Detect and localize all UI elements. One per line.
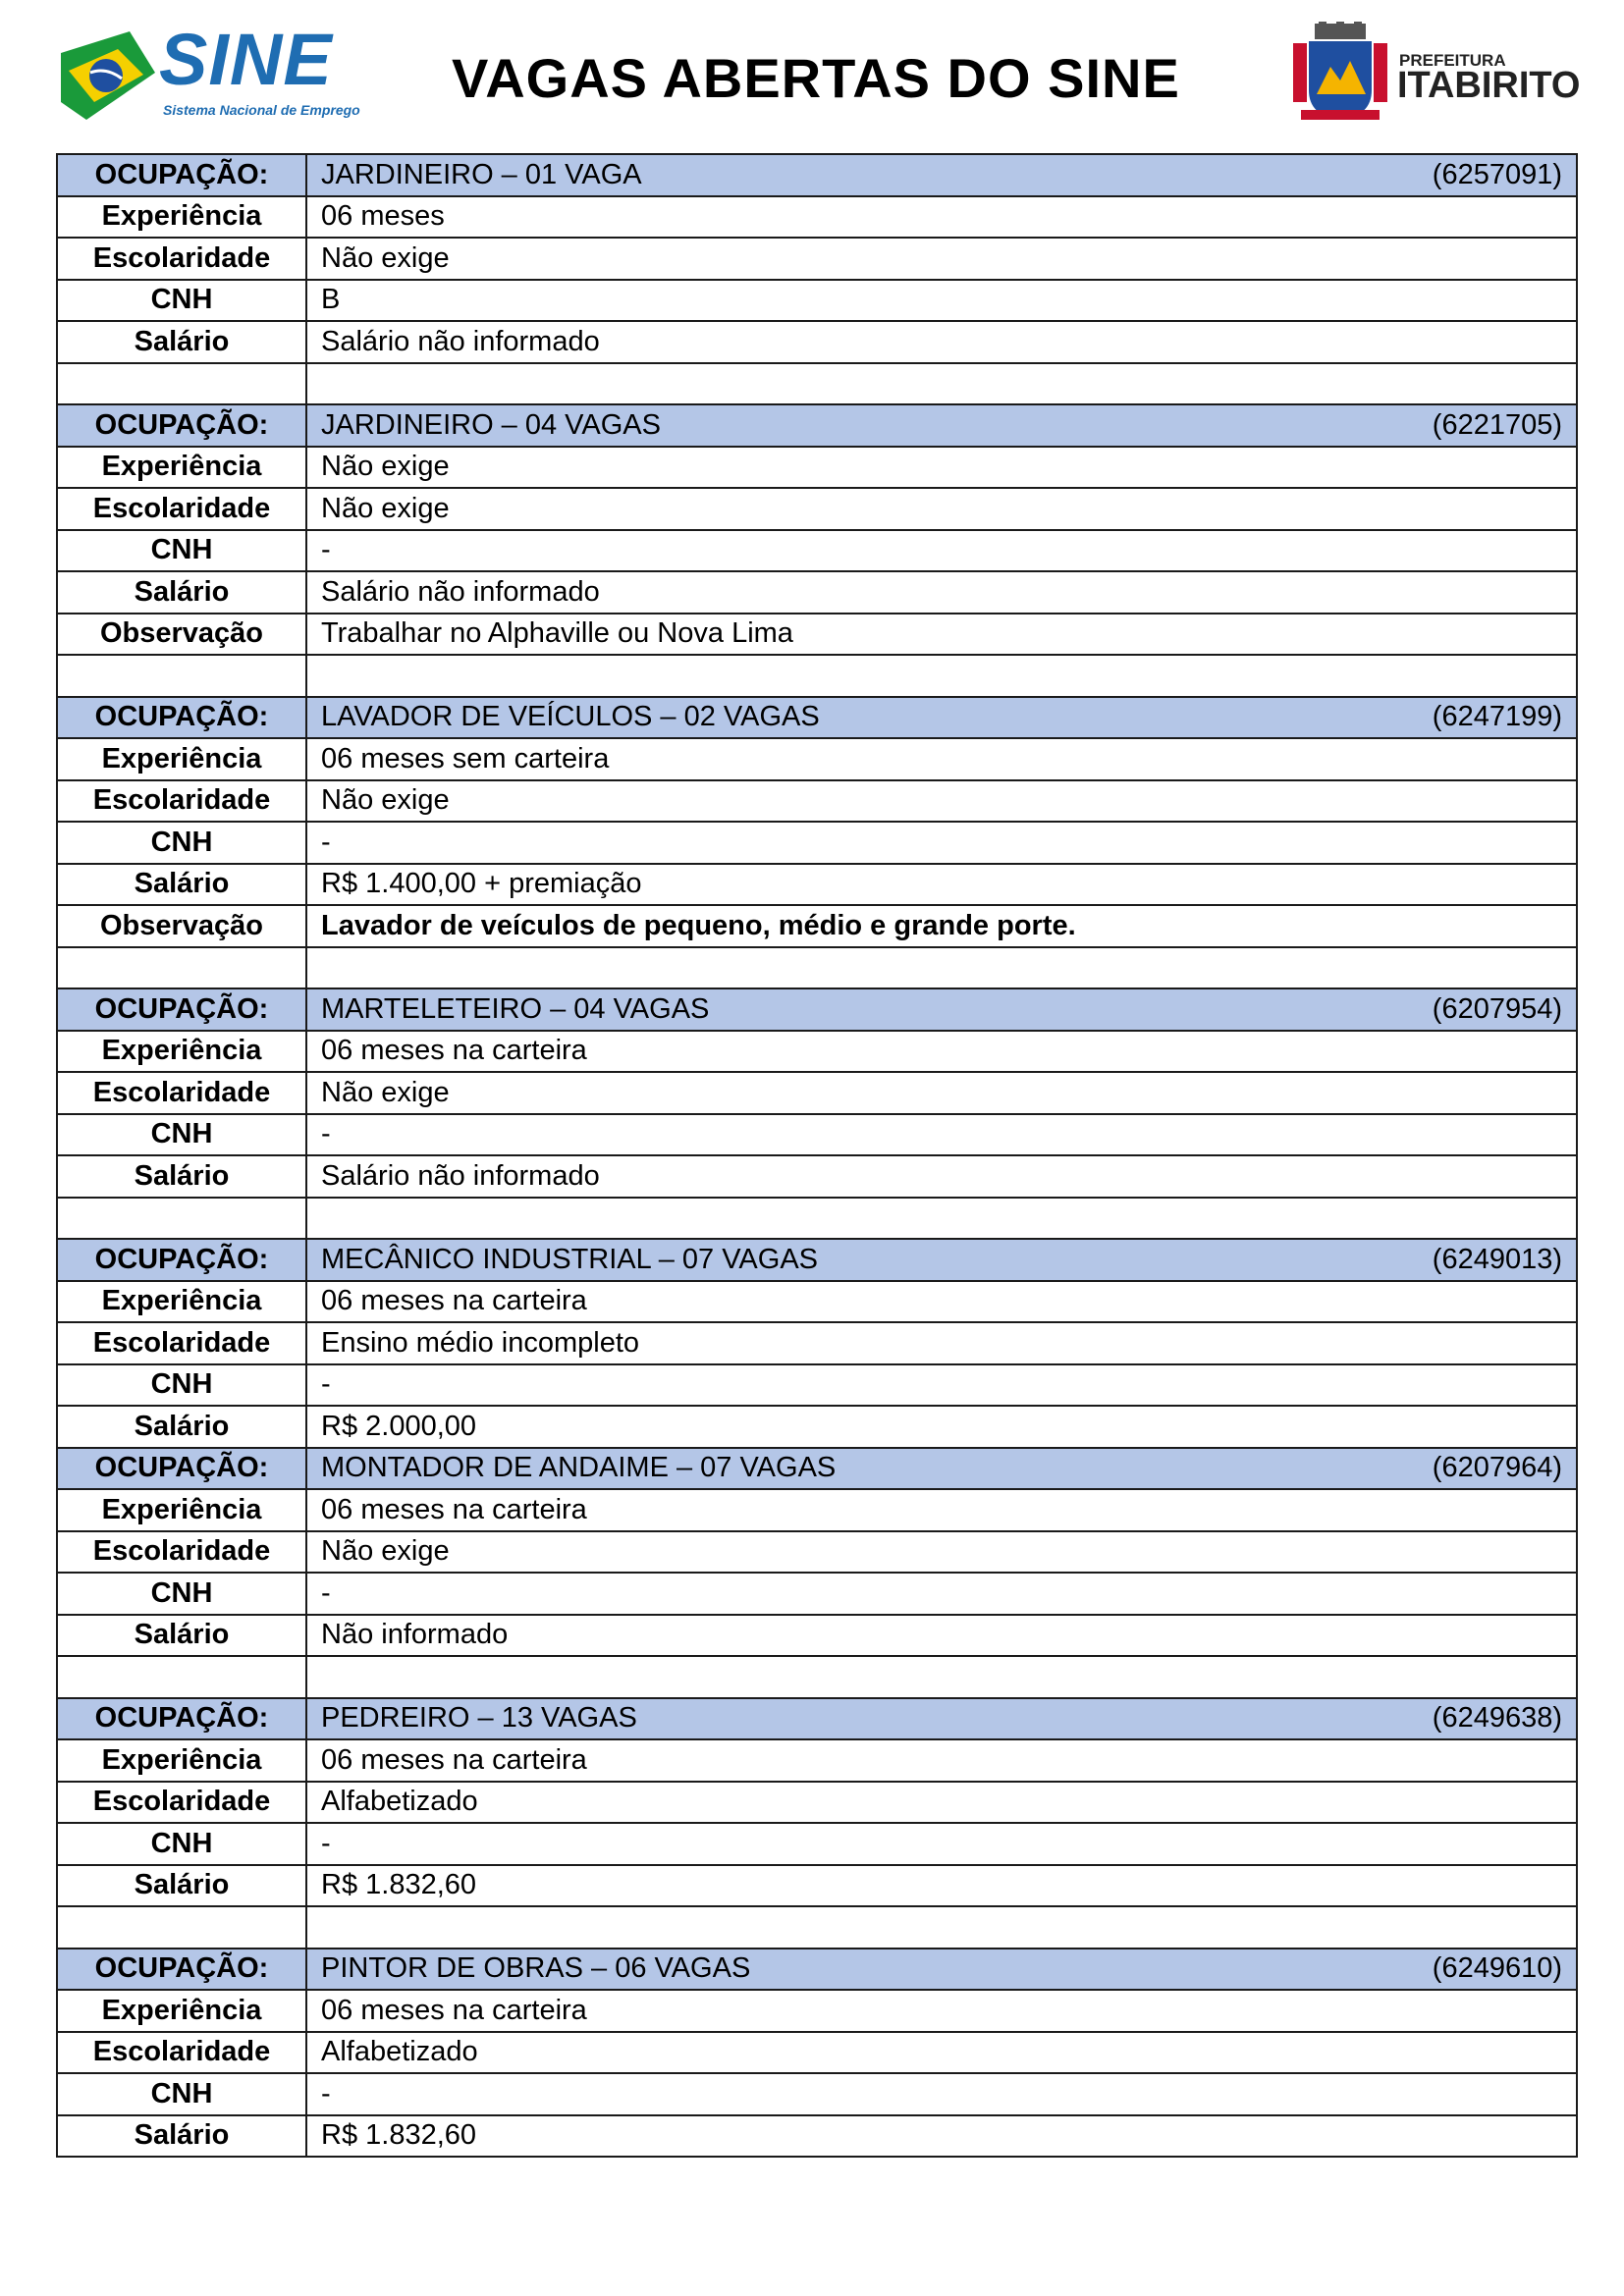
separator-cell	[306, 1906, 1577, 1949]
experiencia-label: Experiência	[57, 1031, 306, 1073]
occupation-value-cell	[306, 1448, 1577, 1490]
cnh-value: B	[306, 280, 1577, 322]
experiencia-label: Experiência	[57, 1281, 306, 1323]
salario-value: Salário não informado	[306, 571, 1577, 614]
job-detail-row-salario	[57, 1406, 1577, 1448]
separator-cell	[57, 1656, 306, 1698]
separator-row	[57, 1198, 1577, 1240]
occupation-title: MECÂNICO INDUSTRIAL – 07 VAGAS	[321, 1243, 819, 1275]
job-detail-row-cnh	[57, 1364, 1577, 1407]
escolaridade-label: Escolaridade	[57, 2032, 306, 2074]
separator-row	[57, 655, 1577, 697]
cnh-label: CNH	[57, 1573, 306, 1615]
job-detail-row-escolaridade	[57, 780, 1577, 823]
separator-cell	[306, 1656, 1577, 1698]
occupation-title: LAVADOR DE VEÍCULOS – 02 VAGAS	[321, 701, 820, 733]
cnh-value: -	[306, 1573, 1577, 1615]
city-name: ITABIRITO	[1397, 65, 1581, 106]
job-detail-row-escolaridade	[57, 1782, 1577, 1824]
escolaridade-label: Escolaridade	[57, 780, 306, 823]
cnh-value: -	[306, 1823, 1577, 1865]
salario-label: Salário	[57, 1865, 306, 1907]
experiencia-value: 06 meses na carteira	[306, 1739, 1577, 1782]
occupation-value	[321, 408, 1562, 441]
observacao-label: Observação	[57, 905, 306, 947]
salario-value: Salário não informado	[306, 1155, 1577, 1198]
vacancy-code: (6247199)	[1432, 701, 1562, 733]
escolaridade-label: Escolaridade	[57, 1531, 306, 1574]
cnh-value: -	[306, 822, 1577, 864]
city-crest-icon	[1291, 22, 1389, 126]
occupation-label: OCUPAÇÃO:	[57, 1949, 306, 1991]
occupation-title: JARDINEIRO – 04 VAGAS	[321, 408, 661, 441]
page-title: VAGAS ABERTAS DO SINE	[452, 47, 1180, 109]
salario-label: Salário	[57, 1406, 306, 1448]
separator-row	[57, 947, 1577, 989]
job-detail-row-experiencia	[57, 196, 1577, 239]
job-detail-row-experiencia	[57, 738, 1577, 780]
job-occupation-row	[57, 1448, 1577, 1490]
experiencia-label: Experiência	[57, 196, 306, 239]
occupation-title: PINTOR DE OBRAS – 06 VAGAS	[321, 1952, 751, 1985]
cnh-label: CNH	[57, 280, 306, 322]
escolaridade-label: Escolaridade	[57, 488, 306, 530]
job-occupation-row	[57, 404, 1577, 447]
salario-label: Salário	[57, 321, 306, 363]
occupation-value	[321, 992, 1562, 1025]
experiencia-label: Experiência	[57, 1489, 306, 1531]
separator-cell	[306, 363, 1577, 405]
experiencia-value: 06 meses na carteira	[306, 1990, 1577, 2032]
cnh-value: -	[306, 2073, 1577, 2115]
salario-value: R$ 1.832,60	[306, 2115, 1577, 2158]
occupation-label: OCUPAÇÃO:	[57, 404, 306, 447]
occupation-value-cell	[306, 154, 1577, 196]
escolaridade-value: Não exige	[306, 238, 1577, 280]
sine-logo-subtitle: Sistema Nacional de Emprego	[163, 102, 360, 118]
job-detail-row-escolaridade	[57, 238, 1577, 280]
separator-cell	[306, 655, 1577, 697]
job-detail-row-salario	[57, 1155, 1577, 1198]
occupation-value	[321, 1243, 1562, 1275]
separator-cell	[306, 1198, 1577, 1240]
vacancy-code: (6207954)	[1432, 992, 1562, 1025]
occupation-label: OCUPAÇÃO:	[57, 1448, 306, 1490]
salario-label: Salário	[57, 2115, 306, 2158]
cnh-value: -	[306, 1364, 1577, 1407]
experiencia-value: Não exige	[306, 447, 1577, 489]
page-header	[0, 0, 1624, 147]
job-occupation-row	[57, 1949, 1577, 1991]
job-detail-row-cnh	[57, 530, 1577, 572]
job-detail-row-cnh	[57, 1114, 1577, 1156]
occupation-value	[321, 1704, 1562, 1733]
sine-logo-text: SINE	[159, 19, 333, 100]
occupation-value-cell	[306, 1698, 1577, 1740]
cnh-label: CNH	[57, 530, 306, 572]
job-detail-row-observacao	[57, 614, 1577, 656]
occupation-value-cell	[306, 404, 1577, 447]
job-detail-row-cnh	[57, 1573, 1577, 1615]
separator-cell	[57, 655, 306, 697]
occupation-label: OCUPAÇÃO:	[57, 154, 306, 196]
occupation-title: JARDINEIRO – 01 VAGA	[321, 158, 642, 190]
separator-cell	[57, 1906, 306, 1949]
job-detail-row-escolaridade	[57, 1531, 1577, 1574]
cnh-value: -	[306, 530, 1577, 572]
job-detail-row-experiencia	[57, 1031, 1577, 1073]
occupation-value	[321, 1454, 1562, 1482]
occupation-label: OCUPAÇÃO:	[57, 697, 306, 739]
observacao-value: Lavador de veículos de pequeno, médio e grande porte.	[306, 905, 1577, 947]
occupation-value	[321, 158, 1562, 190]
separator-cell	[57, 363, 306, 405]
escolaridade-label: Escolaridade	[57, 1072, 306, 1114]
experiencia-value: 06 meses sem carteira	[306, 738, 1577, 780]
occupation-value-cell	[306, 1949, 1577, 1991]
separator-row	[57, 363, 1577, 405]
salario-value: Salário não informado	[306, 321, 1577, 363]
salario-value: R$ 1.832,60	[306, 1865, 1577, 1907]
occupation-label: OCUPAÇÃO:	[57, 988, 306, 1031]
vacancy-code: (6221705)	[1432, 408, 1562, 441]
vacancy-code: (6257091)	[1432, 158, 1562, 190]
cnh-label: CNH	[57, 822, 306, 864]
escolaridade-value: Não exige	[306, 488, 1577, 530]
vacancy-code: (6207964)	[1432, 1452, 1562, 1484]
job-detail-row-escolaridade	[57, 2032, 1577, 2074]
escolaridade-value: Ensino médio incompleto	[306, 1322, 1577, 1364]
escolaridade-value: Alfabetizado	[306, 1782, 1577, 1824]
job-detail-row-salario	[57, 864, 1577, 906]
occupation-value-cell	[306, 988, 1577, 1031]
job-detail-row-cnh	[57, 1823, 1577, 1865]
salario-value: Não informado	[306, 1615, 1577, 1657]
job-detail-row-salario	[57, 2115, 1577, 2158]
prefeitura-logo	[1291, 22, 1581, 130]
job-occupation-row	[57, 1239, 1577, 1281]
salario-label: Salário	[57, 571, 306, 614]
experiencia-label: Experiência	[57, 738, 306, 780]
occupation-label: OCUPAÇÃO:	[57, 1239, 306, 1281]
experiencia-label: Experiência	[57, 1990, 306, 2032]
escolaridade-label: Escolaridade	[57, 1782, 306, 1824]
experiencia-value: 06 meses na carteira	[306, 1031, 1577, 1073]
salario-label: Salário	[57, 1615, 306, 1657]
vacancy-code: (6249610)	[1432, 1952, 1562, 1985]
job-detail-row-experiencia	[57, 1281, 1577, 1323]
escolaridade-value: Não exige	[306, 1072, 1577, 1114]
job-detail-row-experiencia	[57, 447, 1577, 489]
job-occupation-row	[57, 988, 1577, 1031]
escolaridade-label: Escolaridade	[57, 238, 306, 280]
salario-value: R$ 1.400,00 + premiação	[306, 864, 1577, 906]
salario-label: Salário	[57, 864, 306, 906]
escolaridade-value: Alfabetizado	[306, 2032, 1577, 2074]
job-detail-row-observacao	[57, 905, 1577, 947]
occupation-title: PEDREIRO – 13 VAGAS	[321, 1702, 637, 1735]
experiencia-value: 06 meses na carteira	[306, 1489, 1577, 1531]
salario-label: Salário	[57, 1155, 306, 1198]
jobs-table	[56, 153, 1578, 2158]
separator-row	[57, 1906, 1577, 1949]
job-occupation-row	[57, 1698, 1577, 1740]
experiencia-value: 06 meses na carteira	[306, 1281, 1577, 1323]
job-detail-row-escolaridade	[57, 488, 1577, 530]
job-detail-row-cnh	[57, 2073, 1577, 2115]
job-detail-row-escolaridade	[57, 1072, 1577, 1114]
escolaridade-label: Escolaridade	[57, 1322, 306, 1364]
job-detail-row-escolaridade	[57, 1322, 1577, 1364]
job-detail-row-cnh	[57, 822, 1577, 864]
job-detail-row-experiencia	[57, 1739, 1577, 1782]
vacancy-code: (6249013)	[1432, 1243, 1562, 1275]
occupation-value-cell	[306, 697, 1577, 739]
cnh-label: CNH	[57, 2073, 306, 2115]
vacancy-code: (6249638)	[1432, 1702, 1562, 1735]
job-detail-row-experiencia	[57, 1990, 1577, 2032]
separator-row	[57, 1656, 1577, 1698]
job-occupation-row	[57, 697, 1577, 739]
sine-logo	[61, 19, 360, 123]
cnh-label: CNH	[57, 1823, 306, 1865]
job-detail-row-experiencia	[57, 1489, 1577, 1531]
job-detail-row-salario	[57, 321, 1577, 363]
occupation-title: MONTADOR DE ANDAIME – 07 VAGAS	[321, 1452, 837, 1484]
separator-cell	[57, 947, 306, 989]
jobs-table-body	[57, 154, 1577, 2157]
occupation-value-cell	[306, 1239, 1577, 1281]
job-detail-row-salario	[57, 1615, 1577, 1657]
brazil-flag-icon	[61, 31, 155, 120]
job-detail-row-cnh	[57, 280, 1577, 322]
experiencia-label: Experiência	[57, 1739, 306, 1782]
prefeitura-label: PREFEITURA	[1399, 51, 1506, 70]
occupation-value	[321, 1954, 1562, 1983]
experiencia-value: 06 meses	[306, 196, 1577, 239]
separator-cell	[306, 947, 1577, 989]
occupation-label: OCUPAÇÃO:	[57, 1698, 306, 1740]
observacao-value: Trabalhar no Alphaville ou Nova Lima	[306, 614, 1577, 656]
observacao-label: Observação	[57, 614, 306, 656]
salario-value: R$ 2.000,00	[306, 1406, 1577, 1448]
escolaridade-value: Não exige	[306, 780, 1577, 823]
job-detail-row-salario	[57, 1865, 1577, 1907]
separator-cell	[57, 1198, 306, 1240]
experiencia-label: Experiência	[57, 447, 306, 489]
occupation-title: MARTELETEIRO – 04 VAGAS	[321, 992, 710, 1025]
job-occupation-row	[57, 154, 1577, 196]
cnh-label: CNH	[57, 1364, 306, 1407]
occupation-value	[321, 703, 1562, 731]
cnh-value: -	[306, 1114, 1577, 1156]
escolaridade-value: Não exige	[306, 1531, 1577, 1574]
cnh-label: CNH	[57, 1114, 306, 1156]
job-detail-row-salario	[57, 571, 1577, 614]
